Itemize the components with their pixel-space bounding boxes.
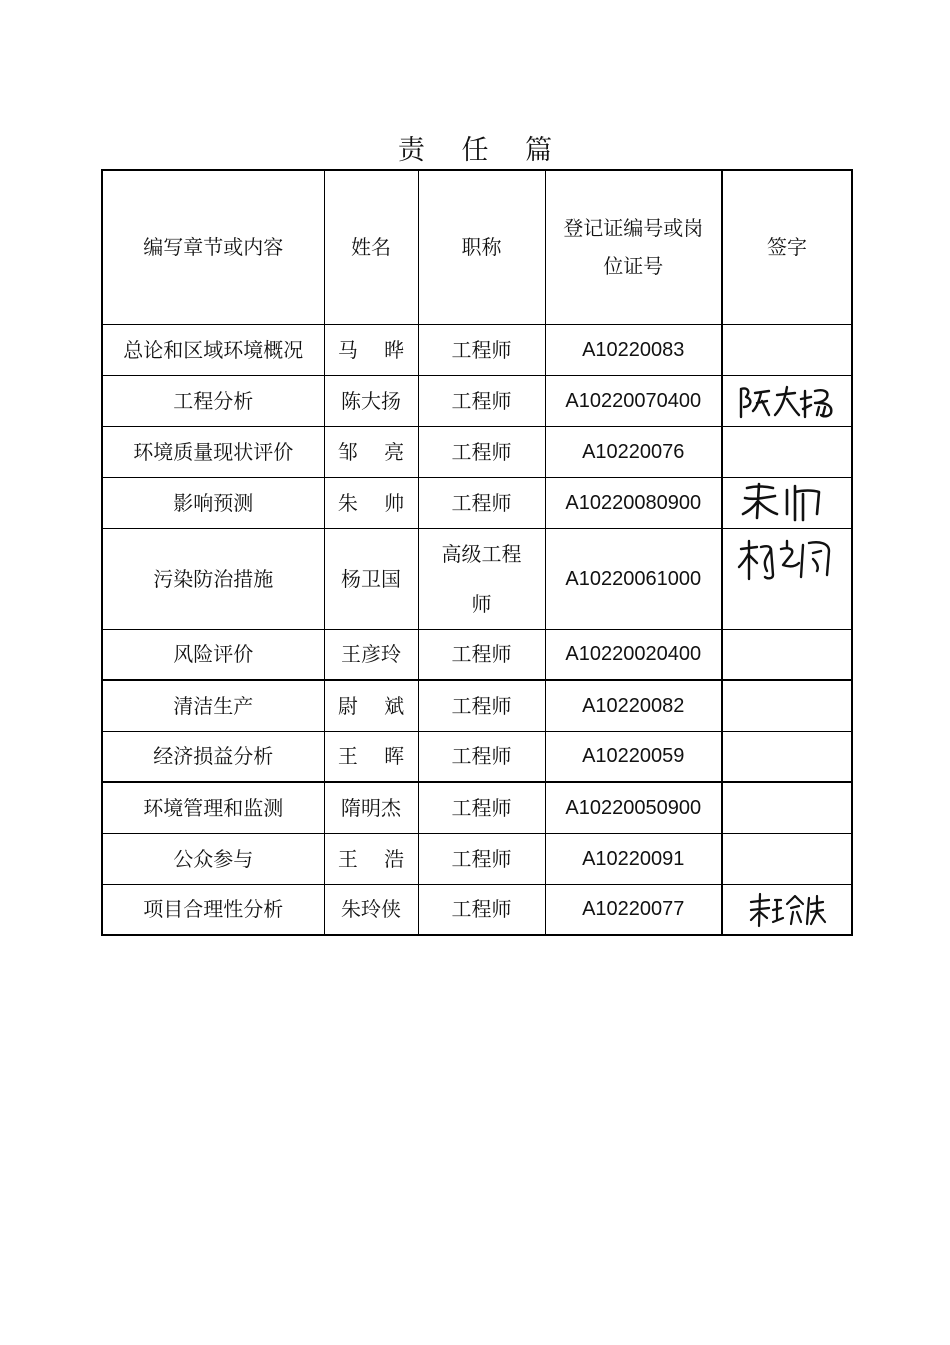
cell-signature [722,680,852,731]
cell-section: 总论和区域环境概况 [102,324,324,375]
header-signature: 签字 [722,170,852,324]
cell-position: 工程师 [418,629,545,680]
table-row [102,477,852,528]
cell-signature [722,833,852,884]
cell-section: 环境质量现状评价 [102,426,324,477]
cell-position: 工程师 [418,731,545,782]
cell-name: 马 晔 [324,324,418,375]
header-position: 职称 [418,170,545,324]
cell-signature [722,884,852,935]
table-row [102,884,852,935]
cell-signature [722,477,852,528]
cell-signature [722,324,852,375]
cell-section: 项目合理性分析 [102,884,324,935]
cell-signature [722,629,852,680]
cell-cert: A10220020400 [545,629,722,680]
cell-cert: A10220050900 [545,782,722,833]
cell-signature [722,782,852,833]
table-row [102,731,852,782]
cell-cert: A10220080900 [545,477,722,528]
table-row [102,528,852,629]
cell-name: 朱玲侠 [324,884,418,935]
table-row [102,782,852,833]
cell-cert: A10220077 [545,884,722,935]
table-row [102,375,852,426]
cell-cert: A10220082 [545,680,722,731]
cell-position: 高级工程师 [418,528,545,629]
cell-position: 工程师 [418,782,545,833]
cell-name: 王 浩 [324,833,418,884]
cell-section: 清洁生产 [102,680,324,731]
cell-name: 尉 斌 [324,680,418,731]
handwritten-signature [737,480,837,526]
cell-signature [722,426,852,477]
cell-section: 风险评价 [102,629,324,680]
cell-section: 环境管理和监测 [102,782,324,833]
cell-name: 隋明杰 [324,782,418,833]
cell-position: 工程师 [418,426,545,477]
cell-name: 王 晖 [324,731,418,782]
cell-signature [722,375,852,426]
cell-cert: A10220091 [545,833,722,884]
header-cert: 登记证编号或岗位证号 [545,170,722,324]
cell-cert: A10220061000 [545,528,722,629]
cell-section: 污染防治措施 [102,528,324,629]
cell-position: 工程师 [418,884,545,935]
cell-signature [722,731,852,782]
cell-position: 工程师 [418,680,545,731]
cell-position: 工程师 [418,477,545,528]
cell-name: 王彦玲 [324,629,418,680]
cell-name: 杨卫国 [324,528,418,629]
cell-section: 经济损益分析 [102,731,324,782]
responsibility-table [101,169,853,936]
table-row [102,324,852,375]
cell-cert: A10220070400 [545,375,722,426]
cell-name: 邹 亮 [324,426,418,477]
handwritten-signature [735,535,839,583]
table-row [102,629,852,680]
cell-position: 工程师 [418,375,545,426]
handwritten-signature [747,890,827,928]
table-row [102,833,852,884]
cell-name: 朱 帅 [324,477,418,528]
cell-section: 公众参与 [102,833,324,884]
cell-section: 工程分析 [102,375,324,426]
cell-position: 工程师 [418,833,545,884]
cell-cert: A10220059 [545,731,722,782]
cell-cert: A10220076 [545,426,722,477]
cell-signature [722,528,852,629]
table-row [102,680,852,731]
handwritten-signature [735,381,839,421]
table-row [102,426,852,477]
cell-name: 陈大扬 [324,375,418,426]
cell-cert: A10220083 [545,324,722,375]
cell-position: 工程师 [418,324,545,375]
header-section: 编写章节或内容 [102,170,324,324]
table-header-row [102,170,852,324]
page-title: 责 任 篇 [397,135,567,166]
cell-section: 影响预测 [102,477,324,528]
header-name: 姓名 [324,170,418,324]
